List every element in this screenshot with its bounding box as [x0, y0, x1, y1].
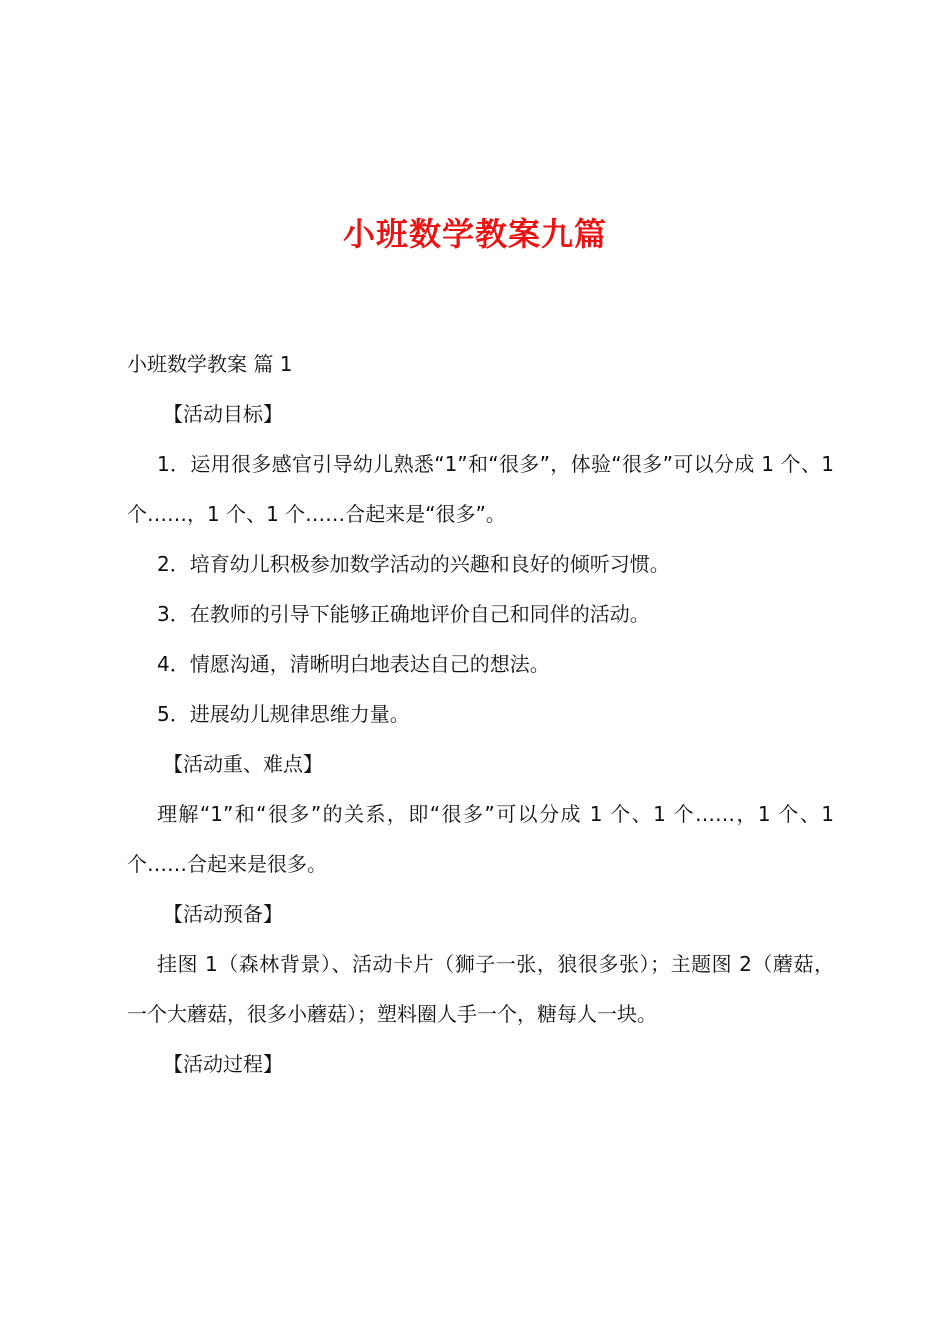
- focus-paragraph: 理解“1”和“很多”的关系，即“很多”可以分成 1 个、1 个……，1 个、1 个……合起来是很多。: [127, 802, 834, 876]
- goal-item-4: 4．情愿沟通，清晰明白地表达自己的想法。: [157, 652, 550, 676]
- goal-item-1: 1．运用很多感官引导幼儿熟悉“1”和“很多”，体验“很多”可以分成 1 个、1 个……，1 个、1 个……合起来是“很多”。: [127, 452, 834, 526]
- document-body: [127, 339, 834, 1089]
- goal-item-5: 5．进展幼儿规律思维力量。: [157, 702, 410, 726]
- focus-heading: 【活动重、难点】: [163, 752, 323, 776]
- prep-heading: 【活动预备】: [163, 902, 283, 926]
- goals-heading: 【活动目标】: [163, 402, 283, 426]
- section-heading: 小班数学教案 篇 1: [127, 352, 293, 376]
- prep-paragraph: 挂图 1（森林背景）、活动卡片（狮子一张，狼很多张）；主题图 2（蘑菇，一个大蘑菇，很多小蘑菇）；塑料圈人手一个，糖每人一块。: [127, 952, 834, 1026]
- goal-item-2: 2．培育幼儿积极参加数学活动的兴趣和良好的倾听习惯。: [157, 552, 670, 576]
- process-heading: 【活动过程】: [163, 1052, 283, 1076]
- goal-item-3: 3．在教师的引导下能够正确地评价自己和同伴的活动。: [157, 602, 650, 626]
- document-title: 小班数学教案九篇: [342, 215, 607, 253]
